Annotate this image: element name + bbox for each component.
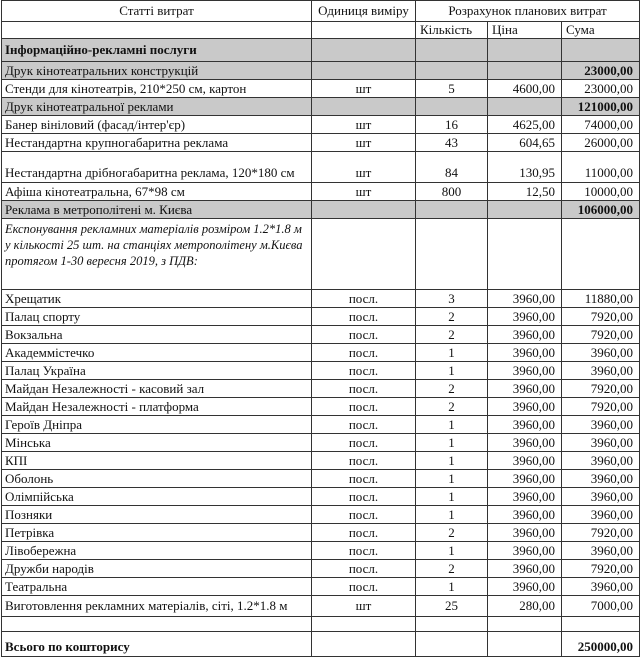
item-sum: 7920,00	[562, 308, 640, 326]
header-sum: Сума	[562, 22, 640, 39]
item-name: Палац спорту	[2, 308, 312, 326]
table-row	[2, 380, 640, 398]
item-unit: посл.	[312, 560, 416, 578]
item-qty: 1	[416, 452, 488, 470]
item-price: 3960,00	[488, 434, 562, 452]
item-name: Палац Україна	[2, 362, 312, 380]
section-title: Інформаційно-рекламні послуги	[2, 39, 312, 62]
item-price: 3960,00	[488, 488, 562, 506]
item-unit: шт	[312, 596, 416, 617]
item-qty: 43	[416, 134, 488, 152]
item-price: 3960,00	[488, 524, 562, 542]
group-row	[2, 201, 640, 219]
table-header-row	[2, 1, 640, 22]
item-qty: 1	[416, 416, 488, 434]
item-price: 3960,00	[488, 380, 562, 398]
table-row	[2, 524, 640, 542]
header-price: Ціна	[488, 22, 562, 39]
item-unit: шт	[312, 80, 416, 98]
item-sum: 26000,00	[562, 134, 640, 152]
item-name: Петрівка	[2, 524, 312, 542]
item-price: 3960,00	[488, 560, 562, 578]
item-sum: 7920,00	[562, 524, 640, 542]
item-price: 3960,00	[488, 308, 562, 326]
item-sum: 74000,00	[562, 116, 640, 134]
item-qty: 1	[416, 470, 488, 488]
total-label: Всього по кошторису	[2, 632, 312, 657]
item-name: Стенди для кінотеатрів, 210*250 см, картон	[2, 80, 312, 98]
budget-table	[1, 0, 640, 657]
group-total: 121000,00	[562, 98, 640, 116]
item-unit: посл.	[312, 290, 416, 308]
item-name: Майдан Незалежності - касовий зал	[2, 380, 312, 398]
item-name: Нестандартна крупногабаритна реклама	[2, 134, 312, 152]
item-sum: 7920,00	[562, 560, 640, 578]
item-unit: посл.	[312, 470, 416, 488]
table-row	[2, 506, 640, 524]
item-unit: посл.	[312, 362, 416, 380]
header-calc: Розрахунок планових витрат	[416, 1, 640, 22]
item-sum: 3960,00	[562, 578, 640, 596]
item-sum: 11880,00	[562, 290, 640, 308]
section-row	[2, 39, 640, 62]
item-price: 4625,00	[488, 116, 562, 134]
table-row	[2, 308, 640, 326]
group-total: 23000,00	[562, 62, 640, 80]
table-row	[2, 560, 640, 578]
item-qty: 1	[416, 506, 488, 524]
group-note: Експонування рекламних матеріалів розміром 1.2*1.8 м у кількості 25 шт. на станціях метрополітену м.Києва протягом 1-30 вересня 2019, з ПДВ:	[2, 219, 312, 290]
item-price: 3960,00	[488, 542, 562, 560]
item-qty: 1	[416, 344, 488, 362]
table-row	[2, 152, 640, 183]
item-name: Банер вініловий (фасад/інтер'єр)	[2, 116, 312, 134]
item-qty: 1	[416, 362, 488, 380]
table-subheader-row	[2, 22, 640, 39]
item-price: 3960,00	[488, 452, 562, 470]
table-row	[2, 398, 640, 416]
table-row	[2, 134, 640, 152]
item-qty: 1	[416, 434, 488, 452]
item-unit: шт	[312, 152, 416, 183]
item-unit: посл.	[312, 380, 416, 398]
item-name: Вокзальна	[2, 326, 312, 344]
table-row	[2, 362, 640, 380]
item-name: Оболонь	[2, 470, 312, 488]
group-title: Реклама в метрополітені м. Києва	[2, 201, 312, 219]
item-price: 3960,00	[488, 470, 562, 488]
table-row	[2, 452, 640, 470]
item-unit: посл.	[312, 308, 416, 326]
item-price: 3960,00	[488, 290, 562, 308]
group-total: 106000,00	[562, 201, 640, 219]
item-qty: 1	[416, 578, 488, 596]
item-price: 3960,00	[488, 362, 562, 380]
table-row	[2, 416, 640, 434]
item-unit: посл.	[312, 434, 416, 452]
item-unit: посл.	[312, 542, 416, 560]
item-qty: 84	[416, 152, 488, 183]
table-row	[2, 344, 640, 362]
item-name: Афіша кінотеатральна, 67*98 см	[2, 183, 312, 201]
item-qty: 2	[416, 380, 488, 398]
item-name: Нестандартна дрібногабаритна реклама, 120*180 см	[2, 152, 312, 183]
table-row	[2, 488, 640, 506]
item-sum: 3960,00	[562, 488, 640, 506]
item-price: 4600,00	[488, 80, 562, 98]
item-sum: 3960,00	[562, 416, 640, 434]
header-qty: Кількість	[416, 22, 488, 39]
item-unit: посл.	[312, 506, 416, 524]
item-qty: 2	[416, 560, 488, 578]
item-unit: посл.	[312, 416, 416, 434]
item-qty: 1	[416, 488, 488, 506]
item-qty: 16	[416, 116, 488, 134]
item-price: 130,95	[488, 152, 562, 183]
total-sum: 250000,00	[562, 632, 640, 657]
item-name: Лівобережна	[2, 542, 312, 560]
item-sum: 3960,00	[562, 344, 640, 362]
item-name: Олімпійська	[2, 488, 312, 506]
item-unit: шт	[312, 116, 416, 134]
item-qty: 1	[416, 542, 488, 560]
item-unit: посл.	[312, 578, 416, 596]
item-sum: 7920,00	[562, 380, 640, 398]
metro-rows	[2, 290, 640, 617]
total-row	[2, 632, 640, 657]
item-name: Хрещатик	[2, 290, 312, 308]
blank-row	[2, 617, 640, 632]
item-sum: 11000,00	[562, 152, 640, 183]
table-row	[2, 578, 640, 596]
table-row	[2, 80, 640, 98]
item-unit: посл.	[312, 524, 416, 542]
table-row	[2, 290, 640, 308]
item-qty: 2	[416, 308, 488, 326]
item-name: Героїв Дніпра	[2, 416, 312, 434]
table-row	[2, 116, 640, 134]
table-row	[2, 470, 640, 488]
table-row	[2, 596, 640, 617]
item-sum: 3960,00	[562, 542, 640, 560]
item-sum: 3960,00	[562, 452, 640, 470]
item-price: 3960,00	[488, 344, 562, 362]
item-price: 280,00	[488, 596, 562, 617]
item-qty: 800	[416, 183, 488, 201]
item-sum: 23000,00	[562, 80, 640, 98]
item-unit: посл.	[312, 488, 416, 506]
item-price: 3960,00	[488, 398, 562, 416]
item-price: 12,50	[488, 183, 562, 201]
group-title: Друк кінотеатральних конструкцій	[2, 62, 312, 80]
item-qty: 2	[416, 524, 488, 542]
table-row	[2, 183, 640, 201]
item-unit: шт	[312, 134, 416, 152]
item-unit: посл.	[312, 344, 416, 362]
item-name: Дружби народів	[2, 560, 312, 578]
item-sum: 3960,00	[562, 470, 640, 488]
item-name: Виготовлення рекламних матеріалів, сіті, 1.2*1.8 м	[2, 596, 312, 617]
item-name: Позняки	[2, 506, 312, 524]
item-sum: 3960,00	[562, 362, 640, 380]
item-sum: 3960,00	[562, 506, 640, 524]
item-price: 3960,00	[488, 506, 562, 524]
group-row	[2, 98, 640, 116]
item-qty: 25	[416, 596, 488, 617]
item-sum: 3960,00	[562, 434, 640, 452]
item-price: 3960,00	[488, 578, 562, 596]
item-unit: шт	[312, 183, 416, 201]
header-name: Статті витрат	[2, 1, 312, 22]
item-name: Мінська	[2, 434, 312, 452]
group-row	[2, 62, 640, 80]
group-title: Друк кінотеатральної реклами	[2, 98, 312, 116]
table-row	[2, 542, 640, 560]
group-note-row	[2, 219, 640, 290]
item-sum: 7920,00	[562, 326, 640, 344]
table-row	[2, 326, 640, 344]
item-name: КПІ	[2, 452, 312, 470]
item-qty: 3	[416, 290, 488, 308]
item-price: 604,65	[488, 134, 562, 152]
item-name: Академмістечко	[2, 344, 312, 362]
item-unit: посл.	[312, 398, 416, 416]
item-unit: посл.	[312, 452, 416, 470]
item-name: Театральна	[2, 578, 312, 596]
item-qty: 2	[416, 398, 488, 416]
item-qty: 5	[416, 80, 488, 98]
item-price: 3960,00	[488, 326, 562, 344]
table-row	[2, 434, 640, 452]
item-unit: посл.	[312, 326, 416, 344]
item-name: Майдан Незалежності - платформа	[2, 398, 312, 416]
item-qty: 2	[416, 326, 488, 344]
item-sum: 10000,00	[562, 183, 640, 201]
header-unit: Одиниця виміру	[312, 1, 416, 22]
item-sum: 7000,00	[562, 596, 640, 617]
item-sum: 7920,00	[562, 398, 640, 416]
item-price: 3960,00	[488, 416, 562, 434]
